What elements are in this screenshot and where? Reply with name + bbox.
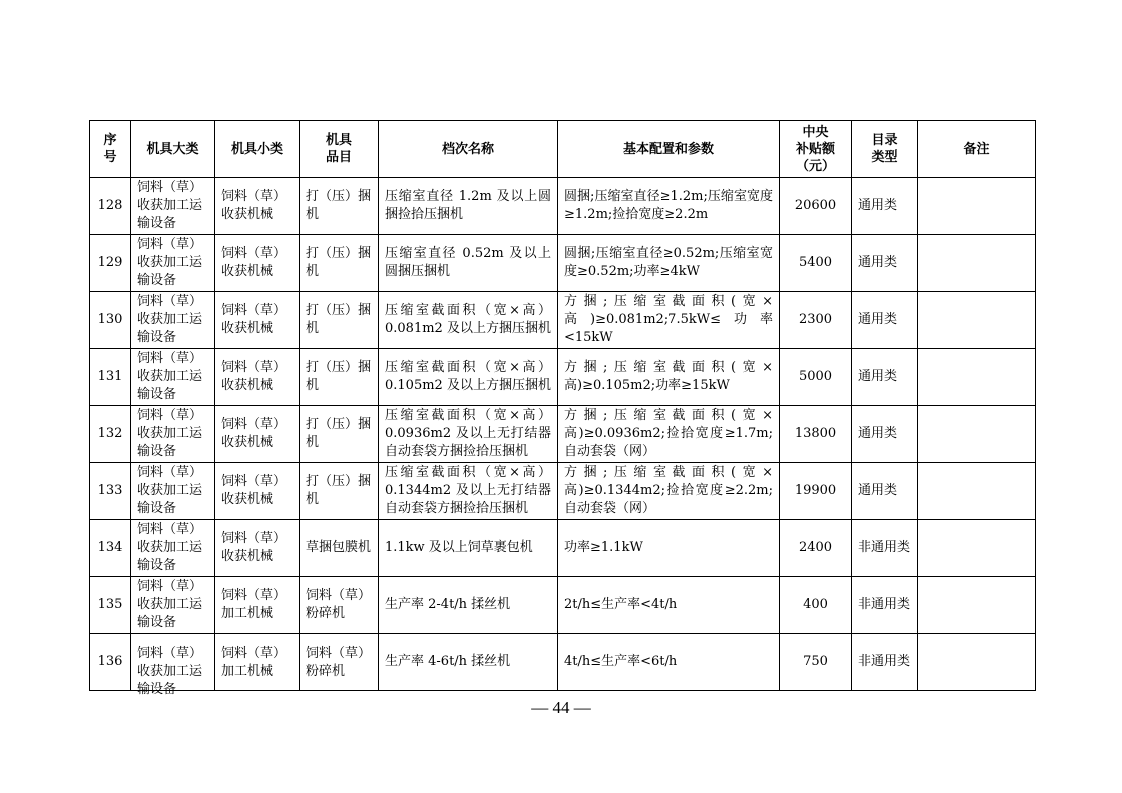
subsidy-amount: 400 (780, 577, 852, 634)
grade-name: 压缩室截面积（宽×高）0.0936m2 及以上无打结器自动套袋方捆捡拾压捆机 (379, 406, 558, 463)
remarks (918, 178, 1036, 235)
row-number: 136 (90, 634, 131, 691)
catalog-type: 非通用类 (852, 577, 918, 634)
subsidy-amount: 750 (780, 634, 852, 691)
catalog-type: 通用类 (852, 292, 918, 349)
subsidy-amount: 5400 (780, 235, 852, 292)
grade-name: 生产率 2-4t/h 揉丝机 (379, 577, 558, 634)
basic-config: 圆捆;压缩室直径≥1.2m;压缩室宽度≥1.2m;捡拾宽度≥2.2m (558, 178, 780, 235)
basic-config: 4t/h≤生产率<6t/h (558, 634, 780, 691)
machine-item: 饲料（草）粉碎机 (300, 634, 379, 691)
remarks (918, 349, 1036, 406)
machine-subcategory: 饲料（草）收获机械 (215, 406, 300, 463)
machine-item: 草捆包膜机 (300, 520, 379, 577)
grade-name: 1.1kw 及以上饲草裹包机 (379, 520, 558, 577)
catalog-type: 通用类 (852, 406, 918, 463)
subsidy-amount: 13800 (780, 406, 852, 463)
row-number: 129 (90, 235, 131, 292)
catalog-type: 非通用类 (852, 634, 918, 691)
row-number: 133 (90, 463, 131, 520)
basic-config: 方捆;压缩室截面积(宽×高)≥0.1344m2;捡拾宽度≥2.2m;自动套袋（网） (558, 463, 780, 520)
catalog-type: 通用类 (852, 463, 918, 520)
machine-category: 饲料（草）收获加工运输设备 (131, 577, 215, 634)
remarks (918, 520, 1036, 577)
machine-item: 打（压）捆机 (300, 463, 379, 520)
table-row (90, 463, 1036, 520)
machine-item: 打（压）捆机 (300, 178, 379, 235)
remarks (918, 634, 1036, 691)
header-cell-note: 备注 (918, 121, 1036, 178)
machine-category: 饲料（草）收获加工运输设备 (131, 349, 215, 406)
grade-name: 生产率 4-6t/h 揉丝机 (379, 634, 558, 691)
page-number: — 44 — (531, 698, 591, 717)
basic-config: 方捆;压缩室截面积(宽×高)≥0.0936m2;捡拾宽度≥1.7m;自动套袋（网） (558, 406, 780, 463)
table-row (90, 178, 1036, 235)
table-row (90, 292, 1036, 349)
table-row (90, 235, 1036, 292)
header-cell-grade: 档次名称 (379, 121, 558, 178)
row-number: 132 (90, 406, 131, 463)
remarks (918, 292, 1036, 349)
basic-config: 2t/h≤生产率<4t/h (558, 577, 780, 634)
grade-name: 压缩室直径 1.2m 及以上圆捆捡拾压捆机 (379, 178, 558, 235)
machine-item: 打（压）捆机 (300, 349, 379, 406)
row-number: 128 (90, 178, 131, 235)
header-cell-category: 机具大类 (131, 121, 215, 178)
grade-name: 压缩室直径 0.52m 及以上圆捆压捆机 (379, 235, 558, 292)
machine-item: 打（压）捆机 (300, 235, 379, 292)
basic-config: 方捆;压缩室截面积(宽×高)≥0.105m2;功率≥15kW (558, 349, 780, 406)
remarks (918, 406, 1036, 463)
machine-subcategory: 饲料（草）加工机械 (215, 577, 300, 634)
header-cell-subsidy: 中央 补贴额 （元） (780, 121, 852, 178)
machine-subcategory: 饲料（草）收获机械 (215, 178, 300, 235)
machine-category: 饲料（草）收获加工运输设备 (131, 235, 215, 292)
subsidy-amount: 2400 (780, 520, 852, 577)
header-cell-no: 序 号 (90, 121, 131, 178)
subsidy-amount: 19900 (780, 463, 852, 520)
catalog-type: 非通用类 (852, 520, 918, 577)
catalog-type: 通用类 (852, 178, 918, 235)
machine-item: 打（压）捆机 (300, 292, 379, 349)
basic-config: 方捆;压缩室截面积(宽×高)≥0.081m2;7.5kW≤功率<15kW (558, 292, 780, 349)
grade-name: 压缩室截面积（宽×高）0.081m2 及以上方捆压捆机 (379, 292, 558, 349)
table-row (90, 349, 1036, 406)
header-cell-subcategory: 机具小类 (215, 121, 300, 178)
table-row (90, 634, 1036, 691)
machine-subcategory: 饲料（草）收获机械 (215, 463, 300, 520)
row-number: 134 (90, 520, 131, 577)
machine-category: 饲料（草）收获加工运输设备 (131, 634, 215, 691)
remarks (918, 235, 1036, 292)
catalog-type: 通用类 (852, 349, 918, 406)
row-number: 131 (90, 349, 131, 406)
subsidy-amount: 20600 (780, 178, 852, 235)
header-cell-type: 目录 类型 (852, 121, 918, 178)
header-cell-config: 基本配置和参数 (558, 121, 780, 178)
catalog-type: 通用类 (852, 235, 918, 292)
table-row (90, 406, 1036, 463)
row-number: 130 (90, 292, 131, 349)
table-header-row (90, 121, 1036, 178)
remarks (918, 463, 1036, 520)
machine-item: 饲料（草）粉碎机 (300, 577, 379, 634)
subsidy-catalog-table (89, 120, 1036, 697)
grade-name: 压缩室截面积（宽×高）0.1344m2 及以上无打结器自动套袋方捆捡拾压捆机 (379, 463, 558, 520)
grade-name: 压缩室截面积（宽×高）0.105m2 及以上方捆压捆机 (379, 349, 558, 406)
machine-subcategory: 饲料（草）收获机械 (215, 235, 300, 292)
machine-category: 饲料（草）收获加工运输设备 (131, 520, 215, 577)
table-row (90, 577, 1036, 634)
machine-category: 饲料（草）收获加工运输设备 (131, 178, 215, 235)
machine-subcategory: 饲料（草）收获机械 (215, 349, 300, 406)
machine-item: 打（压）捆机 (300, 406, 379, 463)
table-row (90, 520, 1036, 577)
row-number: 135 (90, 577, 131, 634)
header-cell-item: 机具 品目 (300, 121, 379, 178)
machine-subcategory: 饲料（草）收获机械 (215, 520, 300, 577)
remarks (918, 577, 1036, 634)
basic-config: 圆捆;压缩室直径≥0.52m;压缩室宽度≥0.52m;功率≥4kW (558, 235, 780, 292)
basic-config: 功率≥1.1kW (558, 520, 780, 577)
subsidy-amount: 5000 (780, 349, 852, 406)
machine-subcategory: 饲料（草）加工机械 (215, 634, 300, 691)
machine-category: 饲料（草）收获加工运输设备 (131, 292, 215, 349)
machine-category: 饲料（草）收获加工运输设备 (131, 463, 215, 520)
machine-category: 饲料（草）收获加工运输设备 (131, 406, 215, 463)
subsidy-amount: 2300 (780, 292, 852, 349)
machine-subcategory: 饲料（草）收获机械 (215, 292, 300, 349)
